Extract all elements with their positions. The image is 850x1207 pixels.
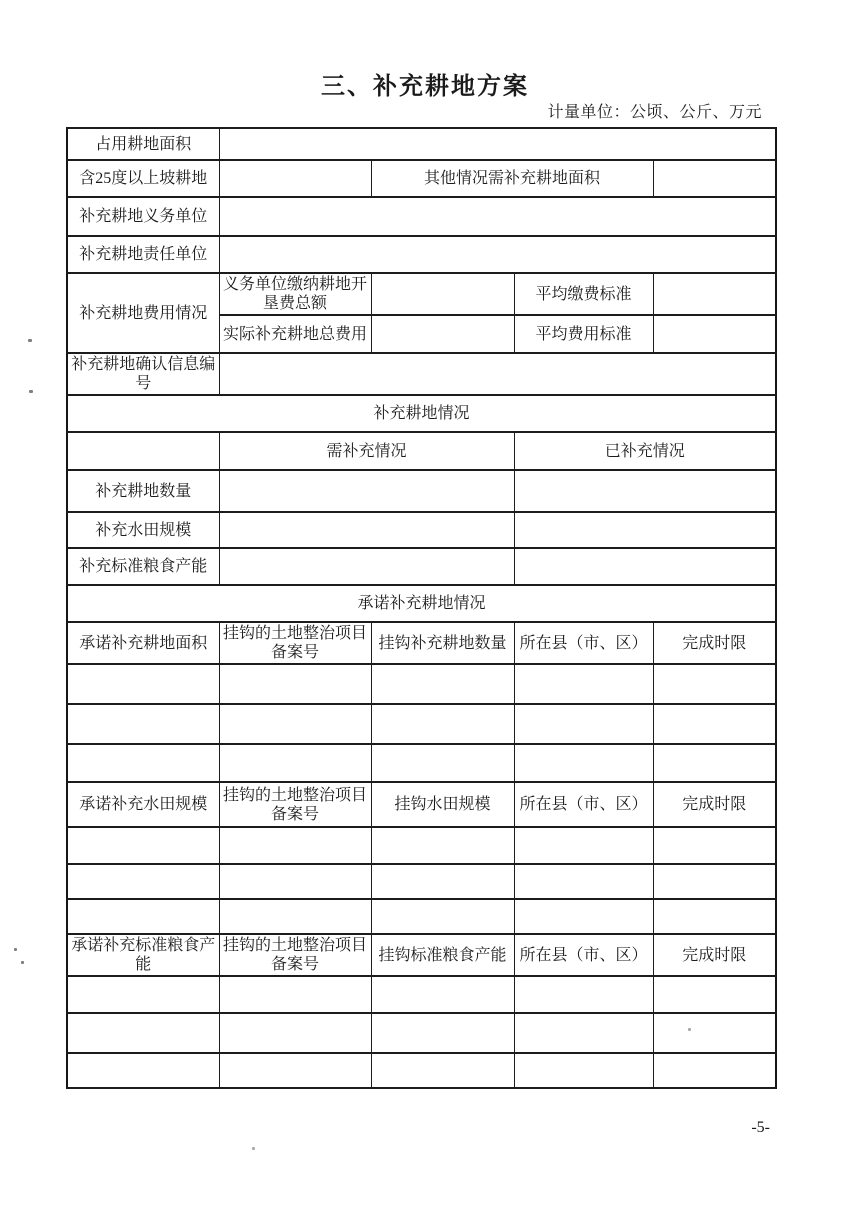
blank-field: [514, 976, 653, 1013]
blank-field: [67, 1013, 219, 1053]
blank-field: [653, 664, 776, 704]
blank-field: [653, 864, 776, 899]
blank-field: [371, 664, 514, 704]
blank-field: [219, 236, 776, 273]
scan-speck: [252, 1147, 255, 1150]
table-row: [67, 432, 776, 470]
blank-field: [514, 864, 653, 899]
blank-field: [67, 704, 219, 744]
blank-field: [514, 744, 653, 782]
blank-field: [514, 470, 776, 512]
blank-field: [371, 976, 514, 1013]
linked-metric-label: 挂钩水田规模: [371, 782, 514, 827]
blank-field: [67, 899, 219, 934]
project-code-label: 挂钩的土地整治项目备案号: [219, 934, 371, 976]
page-number: -5-: [751, 1119, 770, 1136]
county-label: 所在县（市、区）: [514, 622, 653, 664]
section-header-row: [67, 395, 776, 432]
blank-field: [219, 128, 776, 160]
blank-field: [653, 704, 776, 744]
blank-field: [67, 744, 219, 782]
blank-field: [371, 1013, 514, 1053]
blank-row: [67, 1013, 776, 1053]
blank-field: [371, 315, 514, 353]
blank-field: [219, 899, 371, 934]
supplement-quantity-label: 补充耕地数量: [67, 470, 219, 512]
blank-field: [371, 864, 514, 899]
blank-field: [371, 273, 514, 315]
page-title: 三、补充耕地方案: [321, 73, 529, 100]
slope-over25-label: 含25度以上坡耕地: [67, 160, 219, 197]
blank-field: [653, 744, 776, 782]
blank-field: [219, 548, 514, 585]
table-row: [67, 273, 776, 315]
blank-field: [67, 976, 219, 1013]
blank-field: [514, 1053, 653, 1088]
supplement-status-section-title: 补充耕地情况: [67, 395, 776, 432]
blank-field: [653, 1013, 776, 1053]
deadline-label: 完成时限: [653, 622, 776, 664]
scan-speck: [21, 961, 24, 964]
county-label: 所在县（市、区）: [514, 934, 653, 976]
scan-speck: [28, 339, 32, 342]
blank-field: [219, 353, 776, 395]
commitment-section-title: 承诺补充耕地情况: [67, 585, 776, 622]
blank-row: [67, 664, 776, 704]
table-row: [67, 512, 776, 548]
table-row: [67, 548, 776, 585]
commitment-grain-label: 承诺补充标准粮食产能: [67, 934, 219, 976]
blank-field: [371, 1053, 514, 1088]
blank-field: [371, 899, 514, 934]
already-supplemented-label: 已补充情况: [514, 432, 776, 470]
blank-field: [371, 827, 514, 864]
table-row: [67, 353, 776, 395]
blank-field: [67, 1053, 219, 1088]
blank-row: [67, 744, 776, 782]
blank-field: [219, 470, 514, 512]
blank-field: [219, 160, 371, 197]
blank-field: [653, 827, 776, 864]
blank-field: [653, 315, 776, 353]
deadline-label: 完成时限: [653, 782, 776, 827]
blank-field: [219, 1013, 371, 1053]
avg-payment-standard-label: 平均缴费标准: [514, 273, 653, 315]
scan-speck: [29, 390, 33, 393]
obligation-unit-label: 补充耕地义务单位: [67, 197, 219, 236]
cost-section-label: 补充耕地费用情况: [67, 273, 219, 353]
actual-total-cost-label: 实际补充耕地总费用: [219, 315, 371, 353]
table-row: [67, 128, 776, 160]
blank-field: [67, 864, 219, 899]
blank-row: [67, 827, 776, 864]
confirmation-code-label: 补充耕地确认信息编号: [67, 353, 219, 395]
section-header-row: [67, 585, 776, 622]
blank-field: [514, 704, 653, 744]
deadline-label: 完成时限: [653, 934, 776, 976]
blank-field: [514, 1013, 653, 1053]
blank-field: [514, 899, 653, 934]
blank-field: [219, 197, 776, 236]
blank-field: [219, 864, 371, 899]
linked-metric-label: 挂钩补充耕地数量: [371, 622, 514, 664]
supplement-farmland-form-table: [66, 127, 777, 1089]
blank-field: [67, 827, 219, 864]
reclamation-fee-label: 义务单位缴纳耕地开垦费总额: [219, 273, 371, 315]
table-row: [67, 160, 776, 197]
commitment-header-row: [67, 934, 776, 976]
scan-speck: [688, 1028, 691, 1031]
avg-cost-standard-label: 平均费用标准: [514, 315, 653, 353]
blank-row: [67, 899, 776, 934]
other-situations-label: 其他情况需补充耕地面积: [371, 160, 653, 197]
commitment-header-row: [67, 622, 776, 664]
blank-row: [67, 1053, 776, 1088]
blank-field: [219, 827, 371, 864]
county-label: 所在县（市、区）: [514, 782, 653, 827]
blank-field: [653, 899, 776, 934]
project-code-label: 挂钩的土地整治项目备案号: [219, 782, 371, 827]
occupied-area-label: 占用耕地面积: [67, 128, 219, 160]
blank-field: [219, 704, 371, 744]
table-row: [67, 236, 776, 273]
blank-field: [371, 704, 514, 744]
blank-row: [67, 864, 776, 899]
project-code-label: 挂钩的土地整治项目备案号: [219, 622, 371, 664]
scan-speck: [14, 948, 17, 951]
blank-field: [514, 664, 653, 704]
linked-metric-label: 挂钩标准粮食产能: [371, 934, 514, 976]
blank-field: [653, 273, 776, 315]
blank-row: [67, 704, 776, 744]
blank-field: [219, 1053, 371, 1088]
blank-field: [653, 976, 776, 1013]
grain-capacity-label: 补充标准粮食产能: [67, 548, 219, 585]
blank-field: [67, 432, 219, 470]
blank-field: [514, 827, 653, 864]
commitment-paddy-label: 承诺补充水田规模: [67, 782, 219, 827]
blank-field: [219, 744, 371, 782]
paddy-field-scale-label: 补充水田规模: [67, 512, 219, 548]
blank-field: [219, 512, 514, 548]
commitment-area-label: 承诺补充耕地面积: [67, 622, 219, 664]
blank-row: [67, 976, 776, 1013]
measurement-unit-note: 计量单位：公顷、公斤、万元: [547, 104, 762, 121]
table-row: [67, 470, 776, 512]
commitment-header-row: [67, 782, 776, 827]
need-supplement-label: 需补充情况: [219, 432, 514, 470]
blank-field: [514, 548, 776, 585]
responsibility-unit-label: 补充耕地责任单位: [67, 236, 219, 273]
blank-field: [371, 744, 514, 782]
blank-field: [514, 512, 776, 548]
blank-field: [653, 160, 776, 197]
blank-field: [653, 1053, 776, 1088]
blank-field: [219, 664, 371, 704]
blank-field: [219, 976, 371, 1013]
table-row: [67, 197, 776, 236]
blank-field: [67, 664, 219, 704]
